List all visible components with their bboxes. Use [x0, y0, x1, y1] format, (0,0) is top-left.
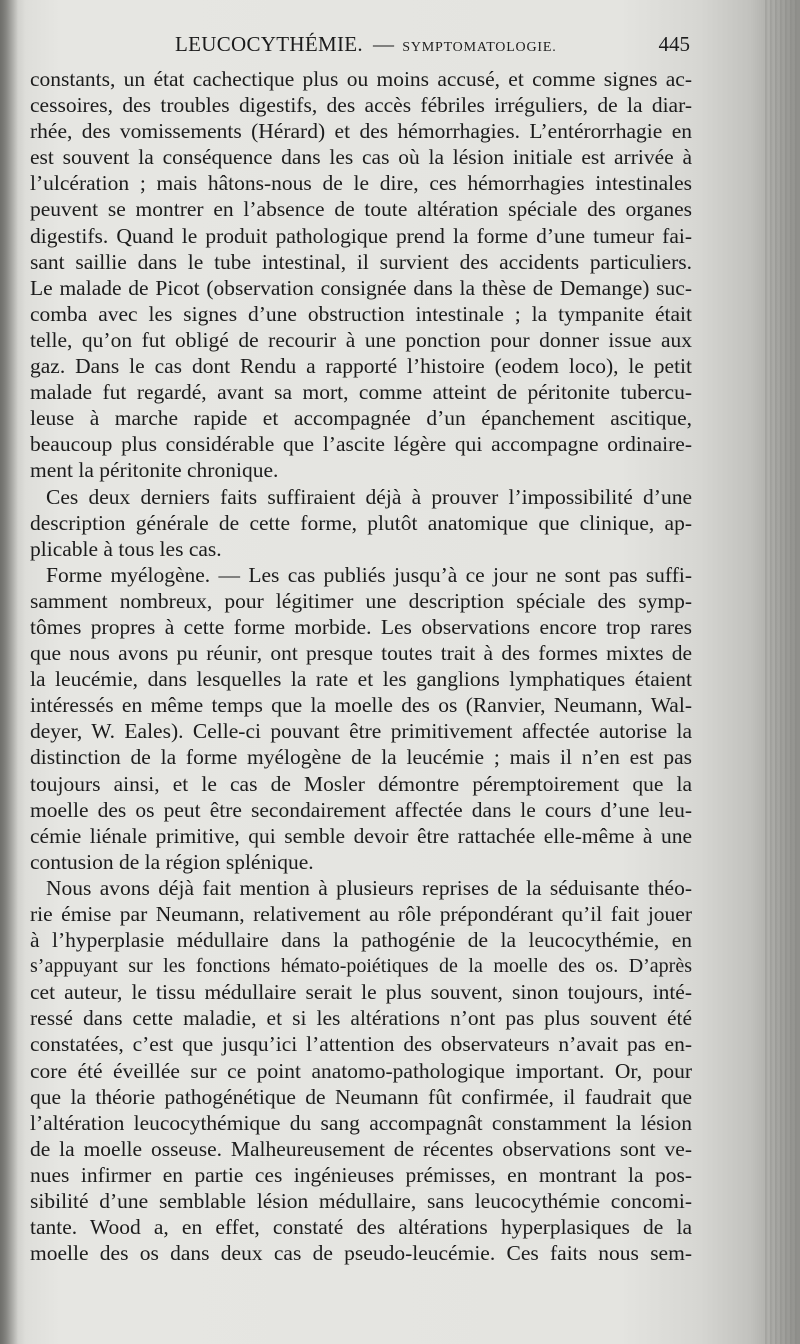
- text-line: gaz. Dans le cas dont Rendu a rapporté l’histoire (eodem loco), le petit: [30, 354, 692, 379]
- paragraph-end-line: ment la péritonite chronique.: [30, 458, 279, 483]
- text-line: intéressés en même temps que la moelle des os (Ranvier, Neumann, Wal-: [30, 693, 692, 718]
- section-heading-line: Forme myélogène. — Les cas publiés jusqu’à ce jour ne sont pas suffi-: [46, 562, 692, 587]
- title-dash: —: [372, 32, 395, 56]
- chapter-title: LEUCOCYTHÉMIE.: [175, 32, 363, 56]
- text-line: constatées, c’est que jusqu’ici l’attention des observateurs n’avait pas en-: [30, 1032, 692, 1057]
- text-line: ressé dans cette maladie, et si les altérations n’ont pas plus souvent été: [30, 1006, 692, 1031]
- text-line: est souvent la conséquence dans les cas où la lésion initiale est arrivée à: [30, 145, 692, 170]
- text-line: comba avec les signes d’une obstruction intestinale ; la tympanite était: [30, 301, 692, 326]
- text-line: beaucoup plus considérable que l’ascite légère qui accompagne ordinaire-: [30, 432, 692, 457]
- text-line: tômes propres à cette forme morbide. Les observations encore trop rares: [30, 614, 692, 639]
- text-line: deyer, W. Eales). Celle-ci pouvant être primitivement affectée autorise la: [30, 719, 692, 744]
- text-line: digestifs. Quand le produit pathologique prend la forme d’une tumeur fai-: [30, 223, 692, 248]
- body-text: [30, 66, 692, 1266]
- text-line: que la théorie pathogénétique de Neumann fût confirmée, il faudrait que: [30, 1084, 692, 1109]
- text-line: nues infirmer en partie ces ingénieuses prémisses, en montrant la pos-: [30, 1162, 692, 1187]
- text-line: malade fut regardé, avant sa mort, comme atteint de péritonite tubercu-: [30, 380, 692, 405]
- text-line: que nous avons pu réunir, ont presque toutes trait à des formes mixtes de: [30, 641, 692, 666]
- text-line: la leucémie, dans lesquelles la rate et les ganglions lymphatiques étaient: [30, 667, 692, 692]
- text-line: moelle des os peut être secondairement affectée dans le cours d’une leu-: [30, 797, 692, 822]
- text-line: distinction de la forme myélogène de la leucémie ; mais il n’en est pas: [30, 745, 692, 770]
- paragraph-end-line: contusion de la région splénique.: [30, 849, 314, 874]
- text-line: sant saillie dans le tube intestinal, il survient des accidents particuliers.: [30, 249, 692, 274]
- text-line: samment nombreux, pour légitimer une description spéciale des symp-: [30, 588, 692, 613]
- text-line: core été éveillée sur ce point anatomo-pathologique important. Or, pour: [30, 1058, 692, 1083]
- text-line: cet auteur, le tissu médullaire serait le plus souvent, sinon toujours, inté-: [30, 980, 692, 1005]
- text-line: toujours ainsi, et le cas de Mosler démontre péremptoirement que la: [30, 771, 692, 796]
- text-line: peuvent se montrer en l’absence de toute altération spéciale des organes: [30, 197, 692, 222]
- text-line: s’appuyant sur les fonctions hémato-poiétiques de la moelle des os. D’après: [30, 955, 692, 978]
- text-line: l’altération leucocythémique du sang accompagnât constamment la lésion: [30, 1110, 692, 1135]
- running-head: [30, 30, 690, 62]
- text-line: tante. Wood a, en effet, constaté des altérations hyperplasiques de la: [30, 1215, 692, 1240]
- text-line: Le malade de Picot (observation consignée dans la thèse de Demange) suc-: [30, 275, 692, 300]
- text-line: description générale de cette forme, plutôt anatomique que clinique, ap-: [30, 510, 692, 535]
- text-line: rhée, des vomissements (Hérard) et des hémorrhagies. L’entérorrhagie en: [30, 119, 692, 144]
- text-line: à l’hyperplasie médullaire dans la pathogénie de la leucocythémie, en: [30, 928, 692, 953]
- page-edge: [765, 0, 800, 1344]
- text-line: de la moelle osseuse. Malheureusement de récentes observations sont ve-: [30, 1136, 692, 1161]
- binding-shadow: [0, 0, 18, 1344]
- text-line: constants, un état cachectique plus ou moins accusé, et comme signes ac-: [30, 67, 692, 91]
- text-line: rie émise par Neumann, relativement au rôle prépondérant qu’il fait jouer: [30, 902, 692, 926]
- text-line: moelle des os dans deux cas de pseudo-leucémie. Ces faits nous sem-: [30, 1241, 692, 1266]
- text-line: cémie liénale primitive, qui semble devoir être rattachée elle-même à une: [30, 823, 692, 848]
- text-line: l’ulcération ; mais hâtons-nous de le dire, ces hémorrhagies intestinales: [30, 171, 692, 196]
- paragraph-end-line: plicable à tous les cas.: [30, 536, 222, 561]
- section-title: SYMPTOMATOLOGIE.: [402, 40, 557, 55]
- text-line: cessoires, des troubles digestifs, des accès fébriles irréguliers, de la diar-: [30, 93, 692, 118]
- text-line: telle, qu’on fut obligé de recourir à une ponction pour donner issue aux: [30, 327, 692, 352]
- text-line: leuse à marche rapide et accompagnée d’un épanchement ascitique,: [30, 406, 692, 431]
- running-title: [175, 32, 557, 57]
- page-number: 445: [658, 32, 690, 56]
- paragraph-start-line: Ces deux derniers faits suffiraient déjà à prouver l’impossibilité d’une: [46, 484, 692, 509]
- text-line: sibilité d’une semblable lésion médullaire, sans leucocythémie concomi-: [30, 1189, 692, 1214]
- paragraph-start-line: Nous avons déjà fait mention à plusieurs reprises de la séduisante théo-: [46, 875, 692, 900]
